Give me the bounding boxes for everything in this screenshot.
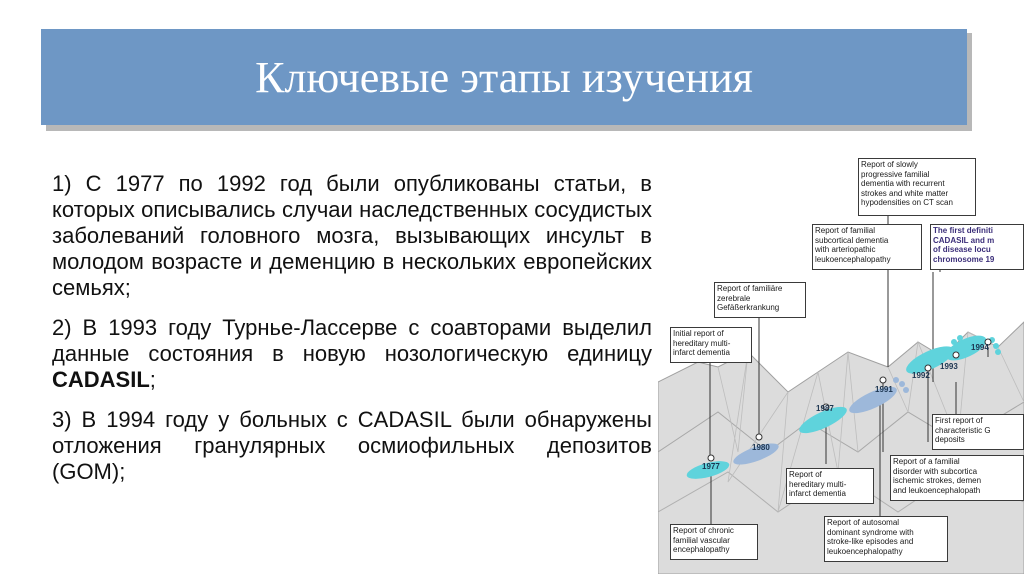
paragraph-3: 3) В 1994 году у больных с CADASIL были обнаружены отложения гранулярных осмиофильных депозитов (GOM); [52,407,652,484]
slide-title: Ключевые этапы изучения [255,52,753,102]
label-hereditary-multi-infarct: Report of hereditary multi- infarct dementia [786,468,874,504]
paragraph-2-end: ; [149,367,156,392]
label-first-definition: The first definiti CADASIL and m of disease locu chromosome 19 [930,224,1024,270]
paragraph-2-text: 2) В 1993 году Турнье-Лассерве с соавторами выделил данные состояния в новую нозологическую единицу [52,315,652,366]
year-1977: 1977 [702,462,720,471]
label-characteristic-gom: First report of characteristic G deposits [932,414,1024,450]
year-1991: 1991 [875,385,893,394]
cadasil-term: CADASIL [52,367,150,392]
label-initial-report: Initial report of hereditary multi- infarct dementia [670,327,752,363]
label-subcortical-dementia: Report of familial subcortical dementia with arteriopathic leukoencephalopathy [812,224,922,270]
year-1992: 1992 [912,371,930,380]
text-block [52,171,652,499]
year-1987: 1987 [816,404,834,413]
title-bar [41,29,967,125]
year-1994: 1994 [971,343,989,352]
paragraph-2 [52,315,652,393]
timeline-diagram [658,152,1024,574]
label-familiare-gefaesserkrankung: Report of familiäre zerebrale Gefäßerkrankung [714,282,806,318]
year-1980: 1980 [752,443,770,452]
label-familial-disorder: Report of a familial disorder with subcortica ischemic strokes, demen and leukoencephalopath [890,455,1024,501]
year-1993: 1993 [940,362,958,371]
label-chronic-vascular: Report of chronic familial vascular encephalopathy [670,524,758,560]
paragraph-1: 1) С 1977 по 1992 год были опубликованы статьи, в которых описывались случаи наследственных сосудистых заболеваний головного мозга, вызывающих инсульт в молодом возрасте и деменцию в нескольких европейских семьях; [52,171,652,300]
label-autosomal-dominant: Report of autosomal dominant syndrome with stroke-like episodes and leukoencephalopathy [824,516,948,562]
label-slowly-progressive: Report of slowly progressive familial dementia with recurrent strokes and white matter hypodensities on CT scan [858,158,976,216]
